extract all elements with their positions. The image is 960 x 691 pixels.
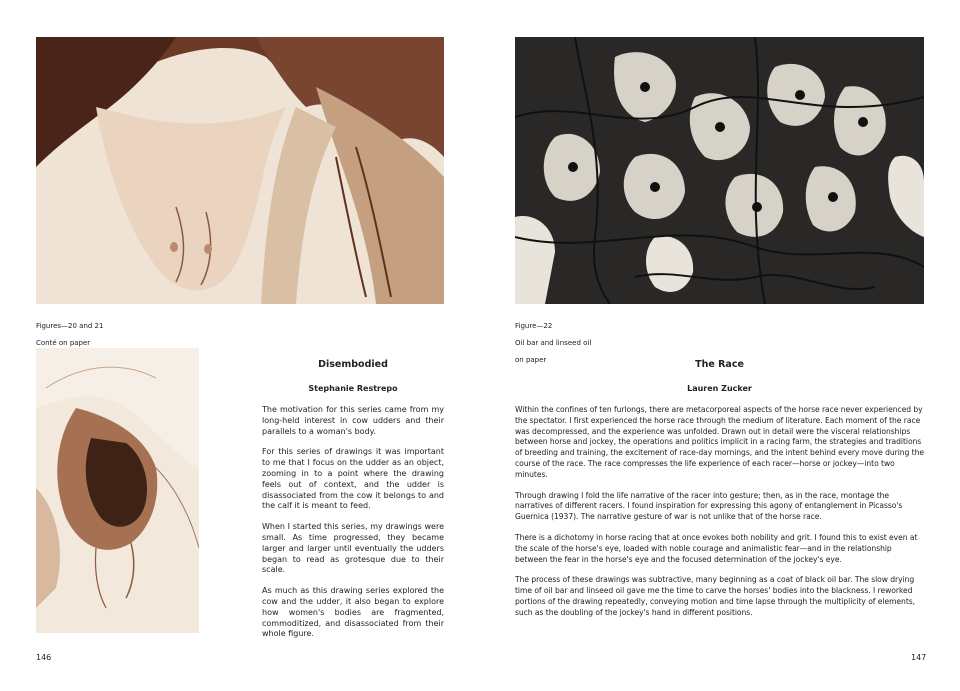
article-title: Disembodied (318, 359, 388, 370)
article-paragraph: As much as this drawing series explored the cow and the udder, it also began to explore how women's bodies are fragmented, commoditized, and disassociated from their whole figure. (262, 586, 444, 639)
caption-medium: Oil bar and linseed oil (515, 338, 592, 347)
article-paragraph: There is a dichotomy in horse racing that at once evokes both nobility and grit. I found this to exist even at the scale of the horse's eye, loaded with noble courage and animalistic fear—and in the relationship between the fear in the horse's eye and the focused determination of the jockey's eye. (515, 532, 918, 564)
article-paragraph: Within the confines of ten furlongs, there are metacorporeal aspects of the horse race never experienced by the spectator. I first experienced the horse race through the medium of literature. Each moment of the race was decompressed, and the experience was unfolded. Drawn out in detail were the visceral relationships between horse and jockey, the operations and politics implicit in a racing farm, the strategies and traditions of breeding and training, the excitement of race-day mornings, and the intent behind every move during the course of the race. The race compresses the life experience of each racer—horse or jockey—into two minutes. (515, 405, 924, 479)
caption-figure-number: Figure—22 (515, 321, 553, 330)
article-body (262, 405, 444, 640)
article-paragraph: Through drawing I fold the life narrative of the racer into gesture; then, as in the race, montage the narratives of different racers. I found inspiration for expressing this agony of entanglement in Picasso's Guernica (1937). The narrative gesture of war is not unlike that of the horse race. (515, 490, 903, 522)
page-number-right: 147 (911, 653, 927, 662)
article-paragraph: When I started this series, my drawings were small. As time progressed, they became larger and larger until eventually the udders began to read as grotesque due to their scale. (262, 522, 444, 575)
figure-22-image (515, 37, 924, 304)
right-article (515, 359, 924, 629)
article-author: Lauren Zucker (687, 384, 752, 393)
article-paragraph: The process of these drawings was subtractive, many beginning as a coat of black oil bar. The slow drying time of oil bar and linseed oil gave me the time to carve the horses' bodies into the blackness. I reworked portions of the drawing repeatedly, conveying motion and time lapse through the multiplicity of elements, such as the doubling of the jockey's hand in different positions. (515, 575, 916, 617)
article-paragraph: The motivation for this series came from my long-held interest in cow udders and their parallels to a woman's body. (262, 405, 444, 436)
article-title: The Race (695, 359, 744, 370)
caption-figure-number: Figures—20 and 21 (36, 321, 104, 330)
article-paragraph: For this series of drawings it was important to me that I focus on the udder as an object, zooming in to a point where the drawing feels out of context, and the udder is disassociated from the cow it belongs to and the calf it is meant to feed. (262, 447, 444, 511)
caption-medium-cont: on paper (515, 355, 547, 364)
article-author: Stephanie Restrepo (308, 384, 398, 393)
article-body (515, 405, 924, 619)
figure-udder-closeup-image (36, 348, 199, 633)
caption-medium: Conté on paper (36, 338, 91, 347)
figure-20-21-image (36, 37, 444, 304)
page-number-left: 146 (36, 653, 52, 662)
left-article (262, 359, 444, 650)
